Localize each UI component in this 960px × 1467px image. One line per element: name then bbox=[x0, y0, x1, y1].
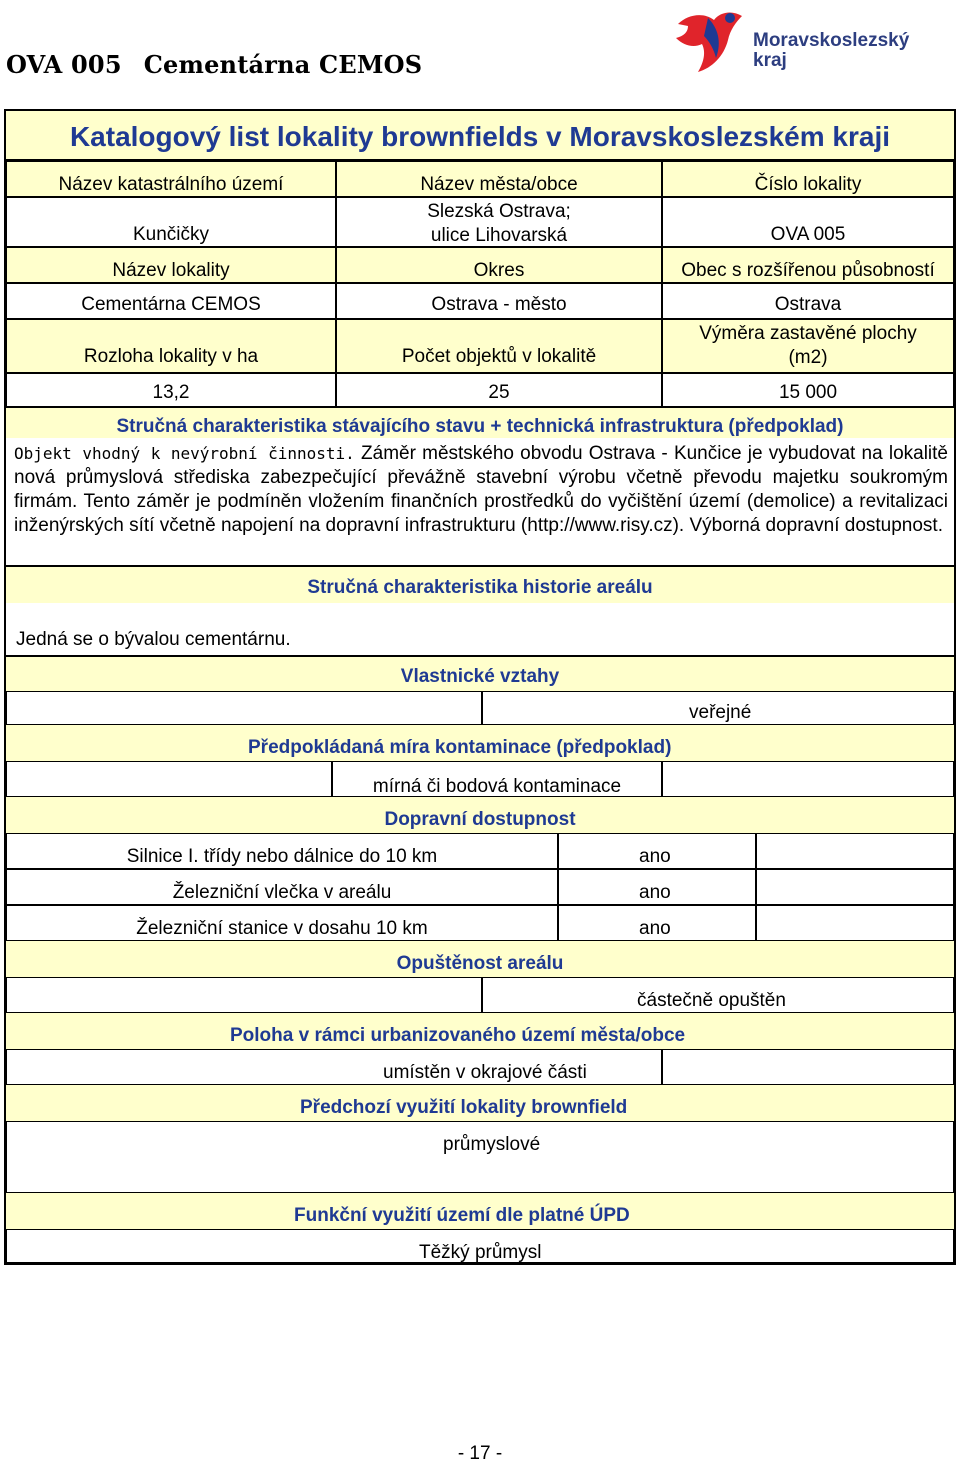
transport-heading: Dopravní dostupnost bbox=[6, 797, 954, 833]
transport-label-1: Silnice I. třídy nebo dálnice do 10 km bbox=[6, 833, 558, 869]
header-area: Rozloha lokality v ha bbox=[6, 319, 336, 373]
ownership-blank-cell bbox=[6, 691, 482, 725]
info-grid bbox=[4, 159, 956, 409]
catalog-title-band bbox=[4, 109, 956, 161]
value-objects: 25 bbox=[336, 373, 662, 407]
abandonment-blank-cell bbox=[6, 977, 482, 1013]
history-section bbox=[4, 565, 956, 657]
ownership-value: veřejné bbox=[482, 691, 954, 725]
header-objects: Počet objektů v lokalitě bbox=[336, 319, 662, 373]
abandonment-heading: Opuštěnost areálu bbox=[6, 941, 954, 977]
details-section bbox=[4, 655, 956, 1265]
history-heading: Stručná charakteristika historie areálu bbox=[6, 567, 954, 603]
value-locality-name: Cementárna CEMOS bbox=[6, 283, 336, 319]
transport-value-2: ano bbox=[558, 869, 756, 905]
functional-use-value: Těžký průmysl bbox=[6, 1229, 954, 1263]
abandonment-value: částečně opuštěn bbox=[482, 977, 954, 1013]
logo-text bbox=[753, 31, 909, 71]
characteristics-heading: Stručná charakteristika stávajícího stavu + technická infrastruktura (předpoklad) bbox=[6, 408, 954, 438]
history-text: Jedná se o bývalou cementárnu. bbox=[16, 629, 291, 650]
position-value: umístěn v okrajové části bbox=[6, 1049, 662, 1085]
characteristics-text bbox=[14, 442, 948, 538]
header-municipality: Obec s rozšířenou působností bbox=[662, 247, 954, 283]
locality-code: OVA 005 bbox=[6, 50, 122, 79]
previous-use-value: průmyslové bbox=[6, 1121, 954, 1193]
value-town bbox=[336, 197, 662, 247]
header-district: Okres bbox=[336, 247, 662, 283]
header-locality-number: Číslo lokality bbox=[662, 161, 954, 197]
page-number: - 17 - bbox=[457, 1443, 503, 1464]
transport-blank-2 bbox=[756, 869, 954, 905]
transport-label-3: Železniční stanice v dosahu 10 km bbox=[6, 905, 558, 941]
header-built-area-line1: Výměra zastavěné plochy bbox=[699, 323, 917, 344]
transport-label-2: Železniční vlečka v areálu bbox=[6, 869, 558, 905]
value-town-line2: ulice Lihovarská bbox=[430, 225, 568, 246]
value-district: Ostrava - město bbox=[336, 283, 662, 319]
header-built-area bbox=[662, 319, 954, 373]
logo-line-2: kraj bbox=[753, 50, 787, 71]
eagle-emblem-icon bbox=[670, 6, 750, 76]
value-cadastral: Kunčičky bbox=[6, 197, 336, 247]
page-title bbox=[6, 50, 422, 79]
transport-value-1: ano bbox=[558, 833, 756, 869]
header-town: Název města/obce bbox=[336, 161, 662, 197]
value-municipality: Ostrava bbox=[662, 283, 954, 319]
value-area: 13,2 bbox=[6, 373, 336, 407]
locality-name: Cementárna CEMOS bbox=[143, 50, 423, 79]
transport-value-3: ano bbox=[558, 905, 756, 941]
header-cadastral: Název katastrálního území bbox=[6, 161, 336, 197]
position-blank-right bbox=[662, 1049, 954, 1085]
characteristics-section bbox=[4, 407, 956, 567]
position-heading: Poloha v rámci urbanizovaného území města/obce bbox=[6, 1013, 954, 1049]
functional-use-heading: Funkční využití území dle platné ÚPD bbox=[6, 1193, 954, 1229]
logo-line-1: Moravskoslezský bbox=[753, 30, 910, 51]
transport-blank-3 bbox=[756, 905, 954, 941]
value-town-line1: Slezská Ostrava; bbox=[427, 201, 571, 222]
transport-blank-1 bbox=[756, 833, 954, 869]
characteristics-text-body: Záměr městského obvodu Ostrava - Kunčice je vybudovat na lokalitě nová průmyslová střediska zabezpečující převážně stavební výrobu včetně převodu majetku soukromým firmám. Tento záměr je podmíněn vložením finančních prostředků do vyčištění území (demolice) a revitalizaci inženýrských sítí včetně napojení na dopravní infrastrukturu (http://www.risy.cz). Výborná dopravní dostupnost. bbox=[14, 443, 948, 536]
previous-use-heading: Předchozí využití lokality brownfield bbox=[6, 1085, 954, 1121]
characteristics-text-lead: Objekt vhodný k nevýrobní činnosti. bbox=[14, 444, 355, 463]
value-built-area: 15 000 bbox=[662, 373, 954, 407]
contamination-value: mírná či bodová kontaminace bbox=[332, 761, 662, 797]
value-locality-number: OVA 005 bbox=[662, 197, 954, 247]
contamination-heading: Předpokládaná míra kontaminace (předpoklad) bbox=[6, 725, 954, 761]
contamination-blank-left bbox=[6, 761, 332, 797]
region-logo bbox=[670, 6, 930, 76]
header-locality-name: Název lokality bbox=[6, 247, 336, 283]
catalog-title: Katalogový list lokality brownfields v Moravskoslezském kraji bbox=[69, 121, 891, 152]
contamination-blank-right bbox=[662, 761, 954, 797]
ownership-heading: Vlastnické vztahy bbox=[6, 657, 954, 691]
header-built-area-line2: (m2) bbox=[788, 347, 828, 368]
